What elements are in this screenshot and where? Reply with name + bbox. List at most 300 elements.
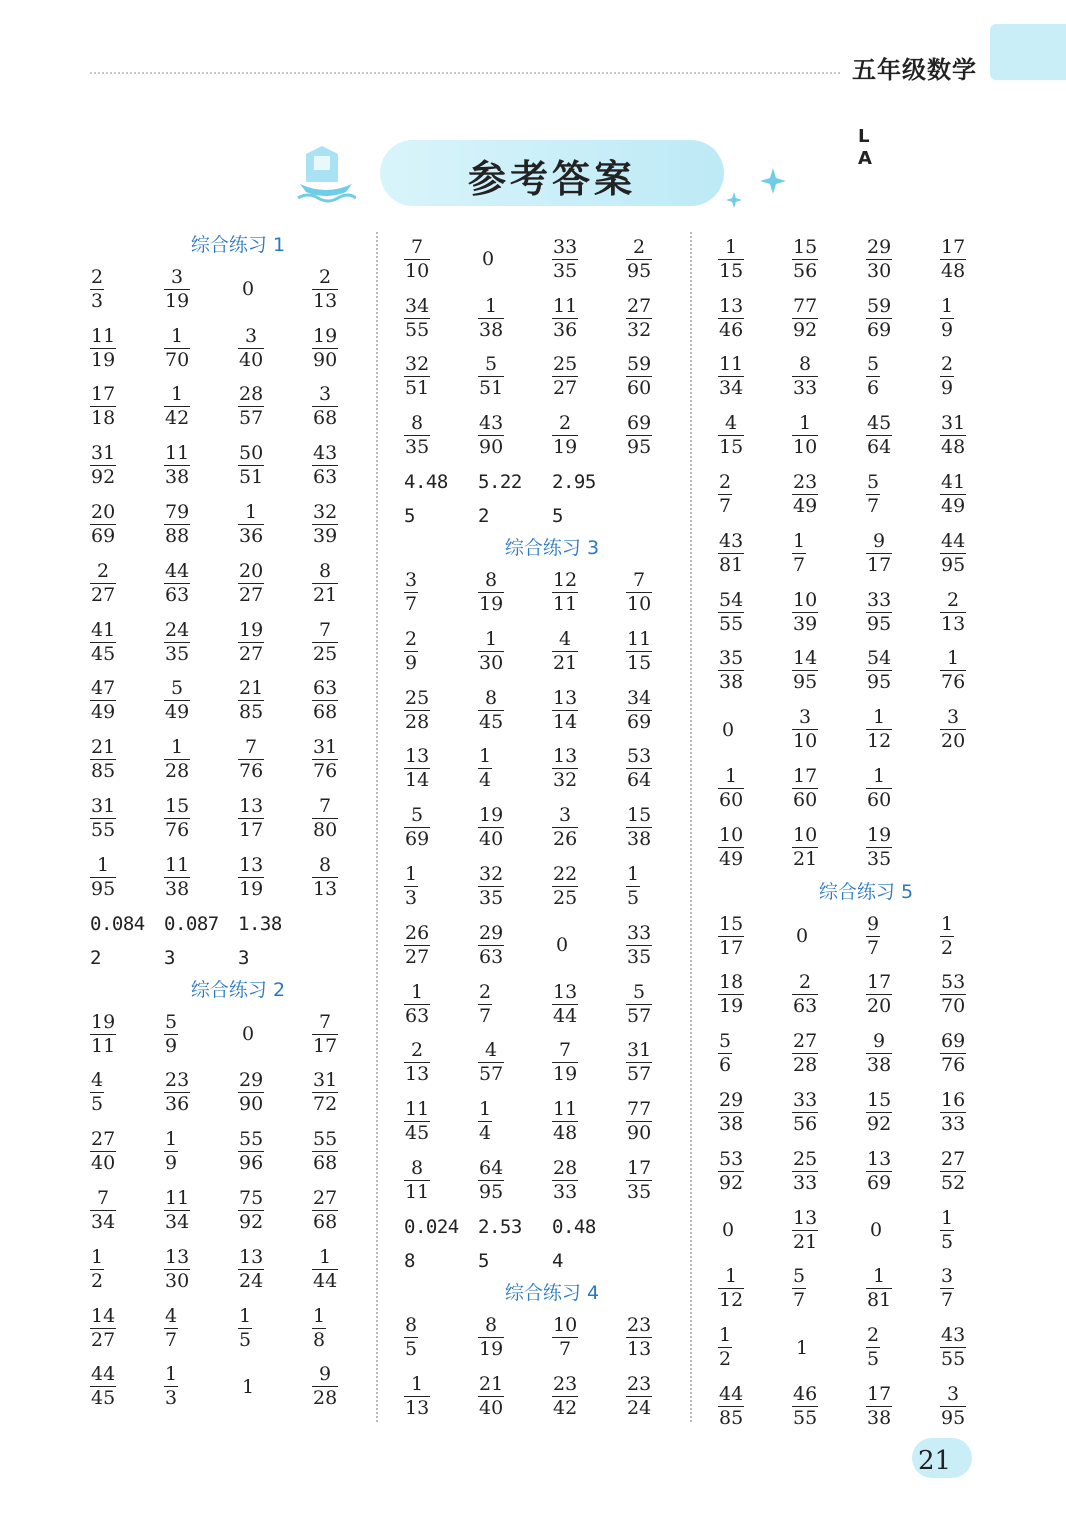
numerator: 33 [867, 588, 892, 611]
denominator: 5 [91, 1093, 104, 1116]
fraction [312, 384, 338, 429]
denominator: 46 [719, 318, 744, 341]
fraction [90, 384, 116, 429]
denominator: 60 [793, 789, 818, 812]
numerator: 55 [239, 1128, 264, 1151]
numerator: 54 [867, 647, 892, 670]
denominator: 95 [941, 1407, 966, 1430]
fraction [404, 688, 430, 733]
answer-cell [624, 740, 698, 799]
answer-cell [310, 941, 384, 975]
answer-row [716, 1024, 1016, 1083]
numerator: 11 [165, 853, 190, 876]
denominator: 33 [941, 1113, 966, 1136]
answer-value: 0.024 [404, 1215, 459, 1238]
fraction [866, 354, 880, 399]
fraction [404, 746, 430, 791]
denominator: 32 [553, 769, 578, 792]
fraction [626, 805, 652, 850]
fraction [866, 1325, 880, 1370]
denominator: 7 [793, 553, 806, 576]
denominator: 21 [793, 1230, 818, 1253]
numerator: 1 [165, 1128, 178, 1151]
fraction [940, 296, 954, 341]
numerator: 17 [793, 765, 818, 788]
fraction [626, 1040, 652, 1085]
answer-cell [236, 789, 310, 848]
numerator: 33 [627, 921, 652, 944]
fraction [866, 1031, 892, 1076]
numerator: 4 [725, 412, 738, 435]
denominator: 40 [479, 828, 504, 851]
answer-row [88, 613, 388, 672]
denominator: 3 [165, 1387, 178, 1410]
fraction [792, 766, 818, 811]
numerator: 9 [319, 1363, 332, 1386]
numerator: 28 [239, 383, 264, 406]
answer-cell [88, 1358, 162, 1417]
denominator: 7 [941, 1289, 954, 1312]
denominator: 49 [793, 495, 818, 518]
numerator: 19 [91, 1010, 116, 1033]
numerator: 69 [627, 412, 652, 435]
fraction [792, 237, 818, 282]
answer-value: 0 [722, 718, 735, 741]
denominator: 52 [941, 1171, 966, 1194]
numerator: 13 [239, 1245, 264, 1268]
answer-cell [88, 730, 162, 789]
answer-cell [162, 319, 236, 378]
answer-row [402, 916, 702, 975]
answer-cell [162, 613, 236, 672]
numerator: 31 [941, 412, 966, 435]
answer-cell [864, 818, 938, 877]
answer-value: 0 [556, 934, 569, 957]
answer-cell [790, 1024, 864, 1083]
fraction [866, 1266, 892, 1311]
fraction [90, 1129, 116, 1174]
answer-cell [310, 1005, 384, 1064]
denominator: 19 [479, 593, 504, 616]
fraction [312, 620, 338, 665]
fraction [792, 1031, 818, 1076]
numerator: 27 [793, 1030, 818, 1053]
denominator: 3 [405, 887, 418, 910]
numerator: 4 [559, 627, 572, 650]
numerator: 13 [165, 1245, 190, 1268]
numerator: 33 [553, 235, 578, 258]
answer-cell [402, 1367, 476, 1426]
denominator: 95 [627, 436, 652, 459]
numerator: 1 [799, 412, 812, 435]
fraction [718, 1090, 744, 1135]
answer-cell [938, 1377, 1012, 1436]
answer-row [716, 1377, 1016, 1436]
answer-value: 2 [478, 505, 489, 528]
numerator: 2 [633, 235, 646, 258]
denominator: 28 [165, 760, 190, 783]
answer-cell [550, 622, 624, 681]
denominator: 5 [239, 1328, 252, 1351]
answer-cell [716, 1318, 790, 1377]
answer-cell [864, 1142, 938, 1201]
denominator: 45 [91, 1387, 116, 1410]
answer-cell [716, 583, 790, 642]
fraction [940, 354, 954, 399]
answer-cell [162, 941, 236, 975]
denominator: 42 [553, 1396, 578, 1419]
numerator: 8 [319, 853, 332, 876]
fraction [404, 354, 430, 399]
denominator: 57 [627, 1004, 652, 1027]
numerator: 5 [485, 353, 498, 376]
numerator: 1 [873, 765, 886, 788]
denominator: 40 [479, 1396, 504, 1419]
numerator: 1 [171, 383, 184, 406]
numerator: 23 [627, 1372, 652, 1395]
answer-row [402, 857, 702, 916]
denominator: 24 [627, 1396, 652, 1419]
answer-cell [476, 1034, 550, 1093]
numerator: 55 [313, 1128, 338, 1151]
numerator: 77 [627, 1098, 652, 1121]
fraction [90, 1070, 104, 1115]
fraction [940, 1325, 966, 1370]
denominator: 19 [553, 1063, 578, 1086]
numerator: 19 [867, 823, 892, 846]
denominator: 38 [165, 877, 190, 900]
fraction [626, 237, 652, 282]
fraction [718, 296, 744, 341]
fraction [866, 1149, 892, 1194]
fraction [164, 502, 190, 547]
answer-cell [310, 260, 384, 319]
denominator: 25 [313, 642, 338, 665]
denominator: 35 [627, 1181, 652, 1204]
answer-value: 0 [482, 248, 495, 271]
numerator: 1 [941, 294, 954, 317]
fraction [940, 1384, 966, 1429]
answer-value: 2 [90, 946, 101, 969]
decimal-row [402, 1210, 702, 1244]
answer-cell [162, 495, 236, 554]
fraction [552, 1158, 578, 1203]
numerator: 27 [313, 1187, 338, 1210]
denominator: 76 [165, 819, 190, 842]
answer-row [88, 319, 388, 378]
numerator: 64 [479, 1157, 504, 1180]
answer-cell [790, 1377, 864, 1436]
answer-value: 3 [238, 946, 249, 969]
numerator: 53 [627, 745, 652, 768]
denominator: 6 [867, 377, 880, 400]
fraction [478, 1099, 492, 1144]
denominator: 34 [165, 1211, 190, 1234]
numerator: 2 [405, 627, 418, 650]
fraction [312, 561, 338, 606]
numerator: 7 [319, 1010, 332, 1033]
numerator: 4 [485, 1039, 498, 1062]
answer-cell [236, 1181, 310, 1240]
answer-cell [624, 1210, 698, 1244]
fraction [792, 707, 818, 752]
answer-cell [236, 319, 310, 378]
denominator: 69 [867, 318, 892, 341]
numerator: 7 [319, 618, 332, 641]
denominator: 55 [719, 612, 744, 635]
numerator: 7 [559, 1039, 572, 1062]
fraction [940, 914, 954, 959]
answer-cell [310, 1181, 384, 1240]
denominator: 28 [405, 710, 430, 733]
fraction [626, 1374, 652, 1419]
answer-cell [550, 563, 624, 622]
fraction [404, 1315, 418, 1360]
answer-cell [938, 230, 1012, 289]
fraction [90, 620, 116, 665]
answer-cell [864, 230, 938, 289]
answer-cell [938, 818, 1012, 877]
denominator: 7 [405, 593, 418, 616]
answer-cell [790, 1201, 864, 1260]
fraction [552, 688, 578, 733]
answer-cell [236, 1299, 310, 1358]
denominator: 92 [793, 318, 818, 341]
numerator: 20 [91, 501, 116, 524]
numerator: 59 [867, 294, 892, 317]
fraction [626, 296, 652, 341]
denominator: 40 [91, 1152, 116, 1175]
denominator: 12 [719, 1289, 744, 1312]
answer-cell [550, 740, 624, 799]
fraction [718, 1325, 732, 1370]
answer-value: 0 [242, 278, 255, 301]
denominator: 90 [627, 1122, 652, 1145]
answer-value: 4 [552, 1249, 563, 1272]
fraction [90, 502, 116, 547]
answer-cell [864, 642, 938, 701]
denominator: 4 [479, 1122, 492, 1145]
numerator: 1 [319, 1245, 332, 1268]
answer-cell [550, 1367, 624, 1426]
denominator: 14 [553, 710, 578, 733]
fraction [478, 1315, 504, 1360]
numerator: 3 [171, 265, 184, 288]
numerator: 25 [553, 353, 578, 376]
decimal-row [402, 1244, 702, 1278]
numerator: 31 [91, 795, 116, 818]
numerator: 2 [319, 265, 332, 288]
denominator: 80 [313, 819, 338, 842]
answer-cell [716, 1024, 790, 1083]
fraction [478, 354, 504, 399]
fraction [90, 326, 116, 371]
numerator: 4 [91, 1069, 104, 1092]
answer-cell [476, 348, 550, 407]
denominator: 27 [553, 377, 578, 400]
fraction [312, 1070, 338, 1115]
denominator: 34 [91, 1211, 116, 1234]
numerator: 1 [725, 1265, 738, 1288]
fraction [312, 1012, 338, 1057]
fraction [552, 629, 578, 674]
answer-cell [162, 1358, 236, 1417]
numerator: 44 [941, 529, 966, 552]
fraction [792, 472, 818, 517]
numerator: 23 [165, 1069, 190, 1092]
denominator: 7 [793, 1289, 806, 1312]
fraction [238, 1306, 252, 1351]
numerator: 7 [245, 736, 258, 759]
denominator: 35 [553, 259, 578, 282]
fraction [478, 688, 504, 733]
answer-cell [88, 1064, 162, 1123]
numerator: 3 [799, 706, 812, 729]
answer-cell [310, 1299, 384, 1358]
denominator: 51 [239, 466, 264, 489]
answer-row [402, 975, 702, 1034]
fraction [404, 1040, 430, 1085]
answer-cell [88, 319, 162, 378]
answer-cell [716, 966, 790, 1025]
fraction [718, 1149, 744, 1194]
answer-cell [310, 730, 384, 789]
denominator: 60 [627, 377, 652, 400]
fraction [312, 1306, 326, 1351]
denominator: 88 [165, 525, 190, 548]
denominator: 95 [793, 671, 818, 694]
numerator: 32 [313, 501, 338, 524]
answer-row [402, 681, 702, 740]
answer-row [402, 740, 702, 799]
answer-cell [476, 289, 550, 348]
fraction [552, 1099, 578, 1144]
numerator: 9 [873, 529, 886, 552]
denominator: 2 [91, 1269, 104, 1292]
answer-cell [550, 230, 624, 289]
denominator: 17 [239, 819, 264, 842]
answer-cell [402, 1210, 476, 1244]
answer-cell [938, 700, 1012, 759]
denominator: 7 [867, 495, 880, 518]
fraction [238, 502, 264, 547]
corner-mark-line: A [858, 148, 872, 169]
fraction [792, 648, 818, 693]
denominator: 35 [405, 436, 430, 459]
denominator: 68 [313, 1211, 338, 1234]
numerator: 11 [165, 1187, 190, 1210]
numerator: 11 [627, 627, 652, 650]
denominator: 36 [165, 1093, 190, 1116]
denominator: 15 [719, 259, 744, 282]
answer-cell [310, 378, 384, 437]
fraction [404, 237, 430, 282]
numerator: 13 [867, 1147, 892, 1170]
numerator: 8 [485, 686, 498, 709]
denominator: 20 [867, 995, 892, 1018]
answer-column-3 [716, 230, 1016, 1436]
answer-cell [88, 436, 162, 495]
denominator: 35 [627, 945, 652, 968]
numerator: 15 [627, 804, 652, 827]
numerator: 43 [941, 1324, 966, 1347]
answer-cell [550, 975, 624, 1034]
denominator: 35 [479, 887, 504, 910]
denominator: 38 [479, 318, 504, 341]
fraction [718, 237, 744, 282]
numerator: 13 [553, 745, 578, 768]
answer-cell [236, 260, 310, 319]
answer-column-2 [402, 230, 702, 1426]
answer-cell [716, 406, 790, 465]
denominator: 25 [553, 887, 578, 910]
numerator: 1 [947, 647, 960, 670]
numerator: 16 [941, 1089, 966, 1112]
answer-cell [624, 1151, 698, 1210]
answer-row [716, 465, 1016, 524]
fraction [792, 1090, 818, 1135]
answer-cell [402, 975, 476, 1034]
answer-row [88, 1064, 388, 1123]
denominator: 12 [867, 730, 892, 753]
denominator: 69 [867, 1171, 892, 1194]
fraction [552, 296, 578, 341]
numerator: 79 [165, 501, 190, 524]
denominator: 36 [239, 525, 264, 548]
section-title: 综合练习 5 [818, 880, 914, 903]
denominator: 17 [719, 936, 744, 959]
fraction [940, 1031, 966, 1076]
denominator: 7 [867, 936, 880, 959]
numerator: 1 [873, 1265, 886, 1288]
numerator: 5 [793, 1265, 806, 1288]
denominator: 63 [479, 945, 504, 968]
decimal-row [402, 465, 702, 499]
numerator: 13 [405, 745, 430, 768]
denominator: 13 [313, 289, 338, 312]
numerator: 15 [793, 235, 818, 258]
denominator: 81 [867, 1289, 892, 1312]
answer-cell [236, 672, 310, 731]
denominator: 48 [941, 436, 966, 459]
fraction [792, 354, 818, 399]
denominator: 68 [313, 1152, 338, 1175]
answer-cell [476, 857, 550, 916]
numerator: 8 [411, 412, 424, 435]
denominator: 15 [627, 651, 652, 674]
answer-cell [716, 1083, 790, 1142]
answer-row [402, 230, 702, 289]
fraction [940, 472, 966, 517]
fraction [792, 1266, 806, 1311]
answer-cell [864, 1377, 938, 1436]
numerator: 17 [627, 1157, 652, 1180]
fraction [552, 805, 578, 850]
numerator: 3 [319, 383, 332, 406]
fraction [164, 1129, 178, 1174]
denominator: 9 [941, 318, 954, 341]
denominator: 19 [239, 877, 264, 900]
fraction [866, 296, 892, 341]
fraction [552, 1315, 578, 1360]
answer-value: 0 [242, 1023, 255, 1046]
answer-cell [790, 818, 864, 877]
answer-cell [236, 1064, 310, 1123]
answer-cell [716, 1260, 790, 1319]
numerator: 9 [867, 912, 880, 935]
denominator: 10 [793, 436, 818, 459]
denominator: 36 [553, 318, 578, 341]
